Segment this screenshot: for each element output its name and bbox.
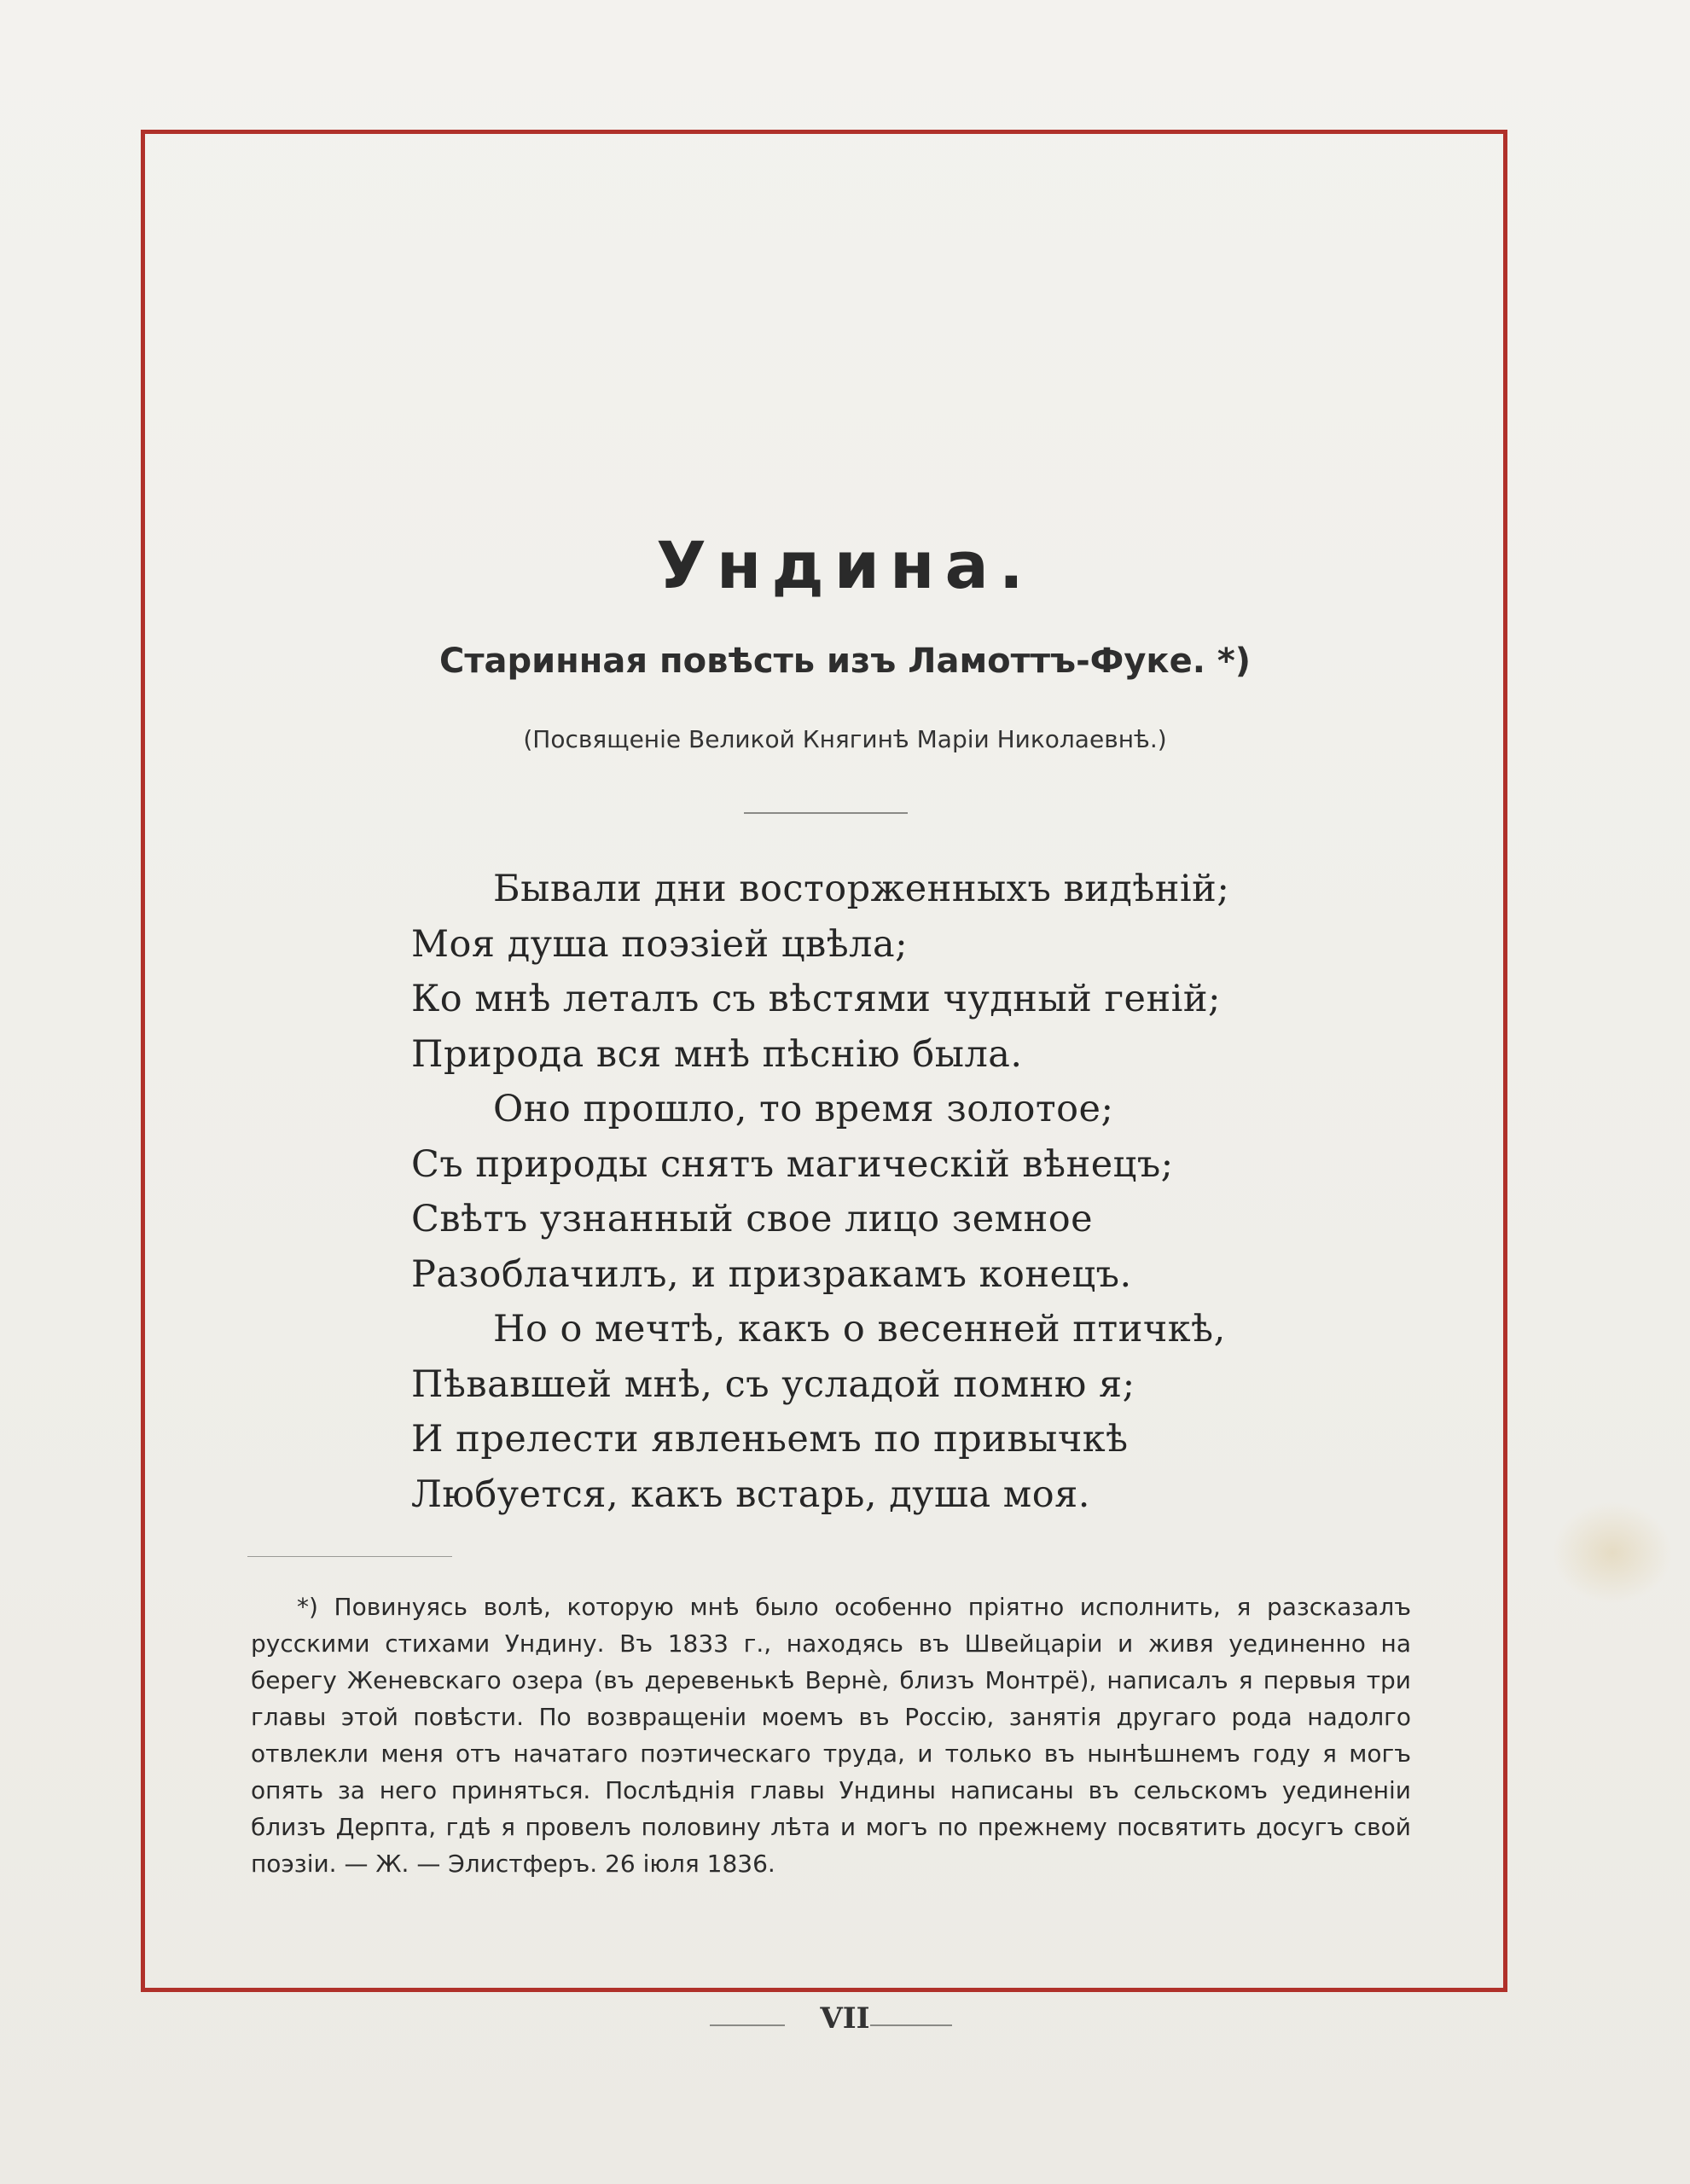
poem-line: Любуется, какъ встарь, душа моя. xyxy=(411,1472,1090,1516)
title-divider xyxy=(744,812,908,814)
poem-line: Ко мнѣ леталъ съ вѣстями чудный геній; xyxy=(411,978,1222,1020)
poem-line: Свѣтъ узнанный свое лицо земное xyxy=(411,1198,1094,1240)
subtitle: Старинная повѣсть изъ Ламоттъ-Фуке. *) xyxy=(438,642,1252,681)
footnote-divider xyxy=(247,1556,452,1557)
paper-stain xyxy=(1553,1502,1672,1604)
footnote: *) Повинуясь волѣ, которую мнѣ было особенно пріятно исполнить, я разсказалъ русскими стихами Ундину. Въ 1833 г., находясь въ Швейцаріи и живя уединенно на берегу Женевскаго озера (въ деревенькѣ Вернѐ, близъ Монтрё), написалъ я первыя три главы этой повѣсти. По возвращеніи моемъ въ Россію, занятія другаго рода надолго отвлекли меня отъ начатаго поэтическаго труда, и только въ нынѣшнемъ году я могъ опять за него приняться. Послѣднія главы Ундины написаны въ сельскомъ уединеніи близъ Дерпта, гдѣ я провелъ половину лѣта и могъ по прежнему посвятить досугъ свой поэзіи. — Ж. — Элистферъ. 26 іюля 1836. xyxy=(251,1593,1411,1878)
page-title: Ундина. xyxy=(656,527,1034,603)
poem-line: Пѣвавшей мнѣ, съ усладой помню я; xyxy=(411,1362,1135,1406)
poem-line: Но о мечтѣ, какъ о весенней птичкѣ, xyxy=(493,1308,1226,1350)
poem-line: Съ природы снятъ магическій вѣнецъ; xyxy=(411,1142,1174,1186)
poem-line: Моя душа поэзіей цвѣла; xyxy=(411,922,909,966)
poem-line: Бывали дни восторженныхъ видѣній; xyxy=(493,868,1230,910)
page-number-rule-right xyxy=(870,2024,952,2026)
poem-block xyxy=(411,862,1264,1522)
page-number: VII xyxy=(820,2001,870,2036)
dedication: (Посвященіе Великой Княгинѣ Маріи Николаевнѣ.) xyxy=(523,725,1167,753)
poem-line: И прелести явленьемъ по привычкѣ xyxy=(411,1418,1129,1461)
poem-line: Оно прошло, то время золотое; xyxy=(493,1088,1114,1130)
poem-line: Разоблачилъ, и призракамъ конецъ. xyxy=(411,1252,1132,1296)
poem-line: Природа вся мнѣ пѣснію была. xyxy=(411,1032,1023,1076)
